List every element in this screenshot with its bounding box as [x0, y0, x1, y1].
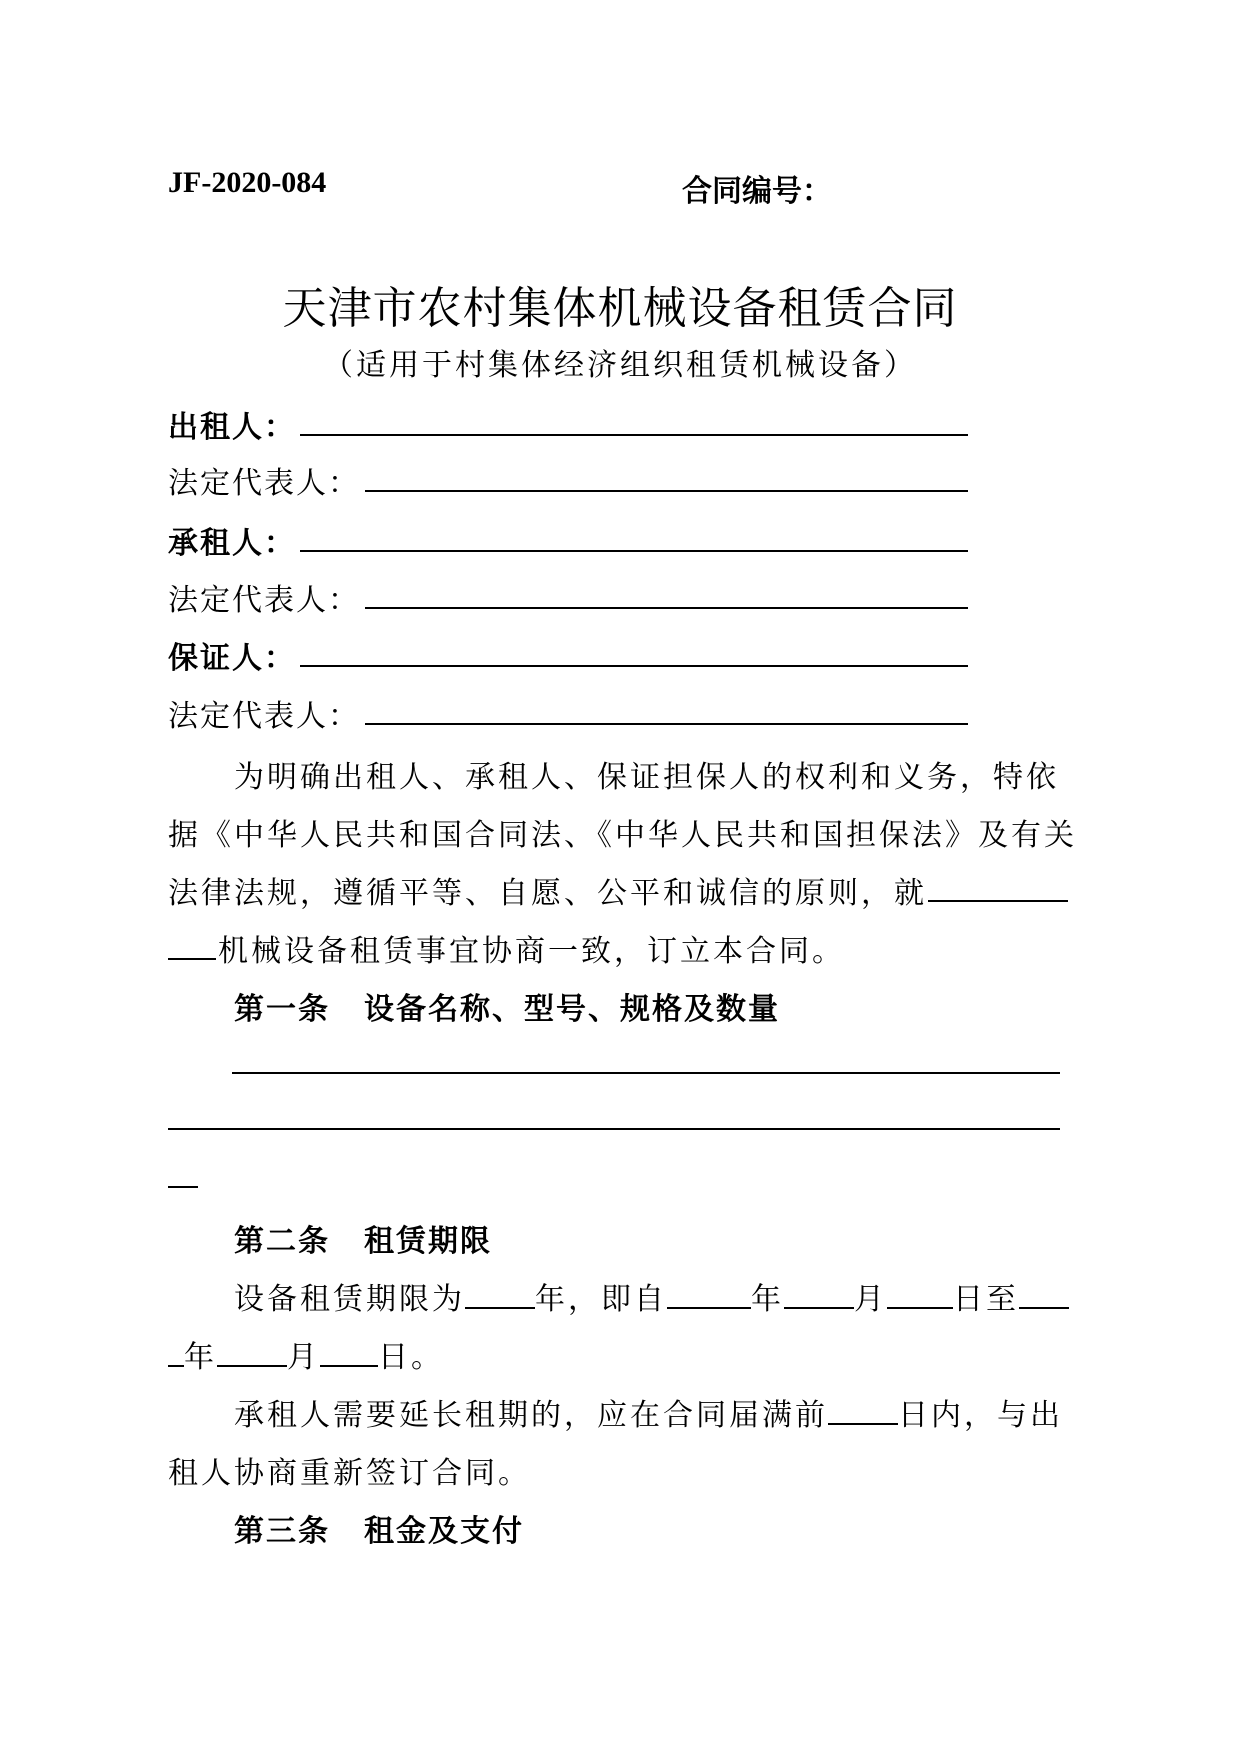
guarantor-field[interactable]	[300, 665, 968, 667]
equipment-details-line-3[interactable]	[168, 1186, 198, 1188]
preamble-line-3: 法律法规，遵循平等、自愿、公平和诚信的原则，就	[168, 876, 927, 911]
lease-years-field[interactable]	[465, 1277, 535, 1309]
lessor-field[interactable]	[300, 434, 968, 436]
article-3-title: 租金及支付	[364, 1514, 524, 1549]
start-year-field[interactable]	[667, 1277, 751, 1309]
lessee-field[interactable]	[300, 550, 968, 552]
guarantor-label: 保证人：	[168, 641, 296, 676]
lease-term-line-2	[168, 1332, 444, 1376]
equipment-subject-field-cont[interactable]	[168, 958, 216, 960]
start-day-field[interactable]	[887, 1277, 953, 1309]
preamble-line-4: 机械设备租赁事宜协商一致，订立本合同。	[218, 934, 845, 969]
extension-days-field[interactable]	[828, 1393, 898, 1425]
article-2-number: 第二条	[234, 1224, 330, 1259]
lessor-representative-field[interactable]	[365, 490, 968, 492]
article-3-number: 第三条	[234, 1514, 330, 1549]
extension-text-a: 承租人需要延长租期的，应在合同届满前	[234, 1398, 828, 1433]
guarantor-representative-label: 法定代表人：	[168, 699, 360, 734]
equipment-details-line-2[interactable]	[168, 1128, 1060, 1130]
article-1-number: 第一条	[234, 992, 330, 1027]
lease-term-line-1	[234, 1274, 1069, 1318]
equipment-subject-field[interactable]	[928, 900, 1068, 902]
lease-term-text-a: 设备租赁期限为	[234, 1282, 465, 1317]
article-3-heading	[234, 1506, 524, 1550]
lessor-representative-label: 法定代表人：	[168, 466, 360, 501]
preamble-line-2: 据《中华人民共和国合同法、《中华人民共和国担保法》及有关	[168, 818, 1077, 853]
contract-number-label: 合同编号：	[682, 174, 832, 209]
lease-term-text-e: 日至	[953, 1282, 1019, 1317]
lease-term-text-h: 日。	[378, 1340, 444, 1375]
extension-text-b: 日内，与出	[898, 1398, 1063, 1433]
contract-code: JF-2020-084	[168, 166, 327, 199]
preamble-line-1: 为明确出租人、承租人、保证担保人的权利和义务，特依	[234, 760, 1059, 795]
end-year-field-cont[interactable]	[168, 1335, 184, 1367]
guarantor-representative-field[interactable]	[365, 723, 968, 725]
end-day-field[interactable]	[320, 1335, 378, 1367]
lease-term-text-d: 月	[854, 1282, 887, 1317]
start-month-field[interactable]	[784, 1277, 854, 1309]
lease-term-text-g: 月	[287, 1340, 320, 1375]
article-1-title: 设备名称、型号、规格及数量	[364, 992, 780, 1027]
article-2-title: 租赁期限	[364, 1224, 492, 1259]
lessor-label: 出租人：	[168, 410, 296, 445]
lessee-representative-label: 法定代表人：	[168, 583, 360, 618]
end-month-field[interactable]	[217, 1335, 287, 1367]
equipment-details-line-1[interactable]	[232, 1072, 1060, 1074]
extension-line-1	[234, 1390, 1063, 1434]
document-title: 天津市农村集体机械设备租赁合同	[282, 283, 958, 334]
end-year-field[interactable]	[1019, 1277, 1069, 1309]
extension-line-2: 租人协商重新签订合同。	[168, 1456, 531, 1491]
lessee-representative-field[interactable]	[365, 607, 968, 609]
article-2-heading	[234, 1216, 492, 1260]
document-subtitle: （适用于村集体经济组织租赁机械设备）	[323, 348, 917, 383]
lease-term-text-c: 年	[751, 1282, 784, 1317]
article-1-heading	[234, 984, 780, 1028]
lease-term-text-f: 年	[184, 1340, 217, 1375]
lessee-label: 承租人：	[168, 526, 296, 561]
lease-term-text-b: 年，即自	[535, 1282, 667, 1317]
